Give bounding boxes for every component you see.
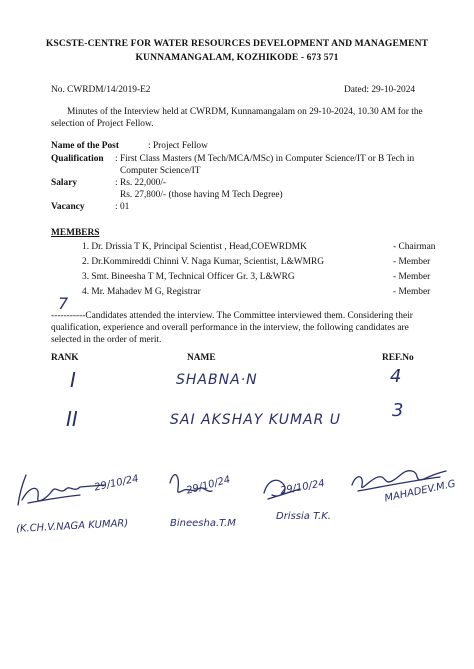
salary-label: Salary (51, 178, 78, 188)
institution-address: KUNNAMANGALAM, KOZHIKODE - 673 571 (135, 52, 339, 63)
signature-date: 29/10/24 (93, 473, 140, 494)
reference-number: No. CWRDM/14/2019-E2 (51, 85, 151, 95)
candidates-line-3: selected in the order of merit. (51, 335, 162, 345)
signature-caption: Drissia T.K. (276, 511, 331, 522)
member-name: 1. Dr. Drissia T K, Principal Scientist , Head,COEWRDMK (82, 242, 307, 252)
member-name: 2. Dr.Kommireddi Chinni V. Naga Kumar, Scientist, L&WMRG (82, 257, 324, 267)
name-cell: SAI AKSHAY KUMAR U (170, 412, 342, 428)
qualification-label: Qualification (51, 154, 104, 164)
name-header: NAME (187, 353, 216, 363)
qualification-line-2: Computer Science/IT (120, 166, 201, 176)
signature-caption: (K.CH.V.NAGA KUMAR) (15, 518, 129, 535)
name-cell: SHABNA·N (176, 372, 258, 388)
handwritten-candidate-count: 7 (58, 294, 69, 313)
salary-line-2: Rs. 27,800/- (those having M Tech Degree) (120, 190, 283, 200)
qualification-line-1: : First Class Masters (M Tech/MCA/MSc) in Computer Science/IT or B Tech in (115, 154, 415, 164)
member-name: 4. Mr. Mahadev M G, Registrar (82, 287, 201, 297)
signature-date: 29/10/24 (279, 478, 326, 497)
member-role: - Member (393, 287, 431, 297)
ref-cell: 4 (390, 366, 402, 387)
candidates-line-1: -----------Candidates attended the interview. The Committee interviewed them. Considering their (51, 311, 413, 321)
ref-cell: 3 (392, 400, 404, 421)
member-role: - Member (393, 257, 431, 267)
member-name: 3. Smt. Bineesha T M, Technical Officer Gr. 3, L&WRG (82, 272, 295, 282)
member-role: - Member (393, 272, 431, 282)
signature-caption: Bineesha.T.M (170, 518, 236, 529)
document-date: Dated: 29-10-2024 (344, 85, 416, 95)
salary-line-1: : Rs. 22,000/- (115, 178, 167, 188)
post-name-value: : Project Fellow (148, 141, 208, 151)
rank-cell: I (70, 368, 76, 392)
vacancy-value: : 01 (115, 202, 130, 212)
members-heading: MEMBERS (51, 228, 100, 238)
signature-strokes (0, 455, 474, 555)
post-name-label: Name of the Post (51, 141, 119, 151)
intro-line-2: selection of Project Fellow. (51, 119, 154, 129)
intro-line-1: Minutes of the Interview held at CWRDM, Kunnamangalam on 29-10-2024, 10.30 AM for the (67, 107, 423, 117)
member-role: - Chairman (393, 242, 436, 252)
signature-date: 29/10/24 (185, 474, 232, 497)
signature-caption: MAHADEV.M.G (383, 478, 457, 505)
vacancy-label: Vacancy (51, 202, 85, 212)
institution-name: KSCSTE-CENTRE FOR WATER RESOURCES DEVELOPMENT AND MANAGEMENT (45, 38, 429, 49)
rank-header: RANK (51, 353, 79, 363)
candidates-line-2: qualification, experience and overall performance in the interview, the following candidates are (51, 323, 409, 333)
ref-header: REF.No (382, 353, 414, 363)
rank-cell: II (66, 407, 78, 431)
